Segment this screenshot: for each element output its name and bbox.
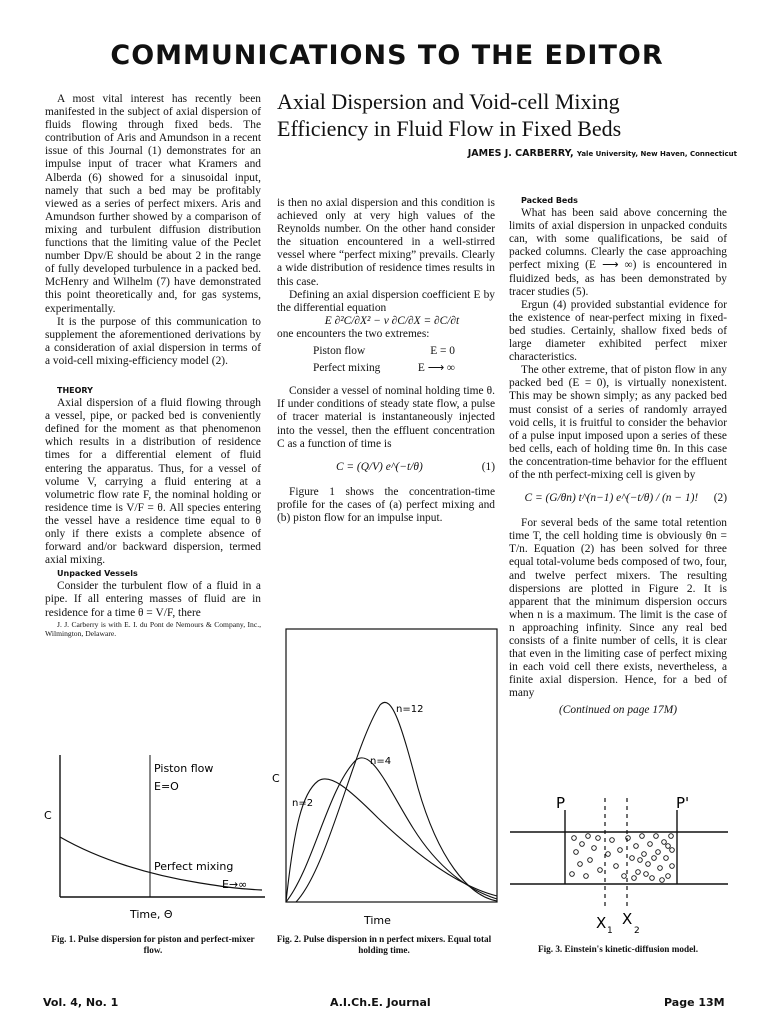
- paragraph-2-5: Figure 1 shows the concentration-time profile for the cases of (a) perfect mixing and (b) piston flow for an impulse input.: [277, 485, 495, 524]
- continued-note: (Continued on page 17M): [559, 704, 677, 717]
- figure-3-einstein-model: [508, 788, 730, 938]
- figure-2-caption: Fig. 2. Pulse dispersion in n perfect mixers. Equal total holding time.: [276, 934, 492, 955]
- fig3-x2-sub: 2: [634, 926, 640, 936]
- paragraph-purpose: It is the purpose of this communication to supplement the aforementioned derivations by a consideration of axial dispersion in terms of a void-cell mixing-efficiency model (2).: [45, 315, 261, 367]
- fig3-x1-sub: 1: [607, 926, 613, 936]
- paragraph-theory: Axial dispersion of a fluid flowing through a vessel, pipe, or packed bed is conveniently defined for the moment as that phenomenon which results in a distribution of residence times for a differential element of fluid entering the apparatus. Thus, for a vessel of volume V, carrying a fluid entering at a volumetric flow rate F, the nominal holding or residence time is V/F = θ. All species entering the vessel have a residence time equal to θ only if there exists a complete absence of forward and/or backward dispersion, termed axial mixing.: [45, 397, 261, 567]
- fig2-label-n12: n=12: [396, 704, 424, 715]
- author-line: [277, 148, 737, 159]
- paragraph-2-4: Consider a vessel of nominal holding time θ. If under conditions of steady state flow, a pulse of tracer material is instantaneously injected into the vessel, then the effluent concentration C as a function of time is: [277, 385, 495, 450]
- figure-2-n-perfect-mixers: [268, 628, 502, 928]
- mixing-label: Perfect mixing: [313, 362, 381, 375]
- paragraph-3-3: The other extreme, that of piston flow in any packed bed (E = 0), is virtually nonexistent. This may be shown simply; as any packed bed must consist of a series of randomly arrayed void cells, it is fruitful to consider the behavior of a pulse input imposed upon a series of these bed cells, each of holding time θn. In this case the concentration-time behavior for the effluent of the nth perfect-mixing cell is given by: [509, 364, 727, 481]
- title-line-1: Axial Dispersion and Void-cell Mixing: [277, 89, 620, 114]
- section-heading-packed: Packed Beds: [521, 196, 578, 205]
- paragraph-2-3: one encounters the two extremes:: [277, 327, 430, 340]
- section-heading-unpacked: Unpacked Vessels: [57, 569, 138, 579]
- column-2: [277, 197, 495, 525]
- column-3: [509, 188, 727, 718]
- column-1: [45, 93, 261, 638]
- mixing-value: E ⟶ ∞: [417, 362, 455, 375]
- footer-volume: Vol. 4, No. 1: [43, 996, 119, 1009]
- figure-1-caption: Fig. 1. Pulse dispersion for piston and perfect-mixer flow.: [51, 934, 255, 955]
- equation-1-row: [277, 461, 495, 474]
- footer-journal: A.I.Ch.E. Journal: [330, 996, 431, 1009]
- author-footnote: J. J. Carberry is with E. I. du Pont de Nemours & Company, Inc., Wilmington, Delaware.: [45, 619, 261, 638]
- fig3-particles: [570, 834, 675, 883]
- figure-3-caption: Fig. 3. Einstein's kinetic-diffusion model.: [537, 944, 699, 954]
- extreme-row-mixing: [277, 362, 495, 381]
- fig3-x2-label: X: [622, 910, 633, 928]
- paragraph-intro: A most vital interest has recently been manifested in the subject of axial dispersion of fluids flowing through fixed beds. The contribution of Aris and Amundson in a recent issue of this Journal (1) demonstrates for an impulse input of tracer what Kramers and Alberda (6) showed for a sinusoidal input, namely that such a bed may be profitably viewed as a series of perfect mixers. Aris and Amundson further showed by a comparison of mixing and turbulent diffusion distribution functions that the limiting value of the Peclet number Dpv/E should be about 2 in the range of fully developed turbulence in a packed bed. McHenry and Wilhelm (7) have demonstrated this point theoretically and, for gas systems, experimentally.: [45, 93, 261, 315]
- equation-2: C = (G/θn) t^(n−1) e^(−t/θ) / (n − 1)!: [524, 492, 699, 505]
- fig1-y-label: C: [44, 809, 52, 822]
- paragraph-unpacked: Consider the turbulent flow of a fluid in a pipe. If all entering masses of fluid are in residence for a time θ = V/F, there: [45, 580, 261, 619]
- fig2-frame: [286, 629, 497, 902]
- fig1-piston-label: Piston flow: [154, 762, 214, 775]
- piston-value: E = 0: [430, 345, 455, 358]
- fig2-label-n4: n=4: [370, 756, 392, 767]
- equation-1-number: (1): [481, 460, 495, 473]
- fig2-x-label: Time: [364, 914, 391, 927]
- equation-2-number: (2): [713, 492, 727, 505]
- fig3-p-left: P: [556, 794, 566, 812]
- paragraph-3-1: What has been said above concerning the limits of axial dispersion in unpacked conduits can, with some qualifications, be said of packed columns. Clearly the case approaching perfect mixing (E ⟶ ∞) is encountered in fluidized beds, as has been demonstrated by tracer studies (5).: [509, 207, 727, 298]
- paragraph-2-1: is then no axial dispersion and this condition is achieved only at very high values of the Reynolds number. On the other hand consider the situation encountered in a well-stirred vessel where “perfect mixing” prevails. Clearly a wide distribution of residence times results in this case.: [277, 197, 495, 288]
- fig2-label-n2: n=2: [292, 798, 314, 809]
- fig2-y-label: C: [272, 772, 280, 785]
- author-affiliation: Yale University, New Haven, Connecticut: [576, 150, 737, 158]
- title-line-2: Efficiency in Fluid Flow in Fixed Beds: [277, 116, 622, 141]
- fig3-x1-label: X: [596, 914, 607, 932]
- footer-page: Page 13M: [664, 996, 725, 1009]
- paragraph-3-4: For several beds of the same total retention time T, the cell holding time is obviously θn = T/n. Equation (2) has been solved for three equal total-volume beds composed of two, four, and twelve perfect mixers. The resulting dispersions are plotted in Figure 2. It is apparent that the minimum dispersion occurs when n is a maximum. The limit is the case of n approaching infinity. Since any real bed consists of a finite number of cells, it is clear that even in the limiting case of perfect mixing in each void cell there exists, nevertheless, a finite axial dispersion. Hence, for a bed of many: [509, 517, 727, 700]
- fig1-mixing-label: Perfect mixing: [154, 860, 234, 873]
- page-banner: COMMUNICATIONS TO THE EDITOR: [110, 40, 664, 71]
- fig1-x-label: Time, Θ: [130, 908, 173, 921]
- piston-label: Piston flow: [313, 345, 366, 358]
- fig2-curve-n12: [296, 702, 497, 902]
- paragraph-2-2: Defining an axial dispersion coefficient E by the differential equation: [277, 288, 495, 314]
- equation-diffusion: E ∂²C/∂X² − v ∂C/∂X = ∂C/∂t: [324, 314, 460, 327]
- figure-1-piston-vs-mixer: [40, 755, 270, 925]
- extreme-row-piston: [277, 345, 495, 358]
- article-title: [277, 88, 737, 142]
- section-heading-theory: THEORY: [57, 385, 93, 395]
- fig1-piston-e: E=O: [154, 780, 179, 793]
- author-name: JAMES J. CARBERRY,: [467, 148, 574, 159]
- equation-2-row: [509, 492, 727, 505]
- equation-1: C = (Q/V) e^(−t/θ): [335, 460, 423, 473]
- fig3-p-right: P': [676, 794, 690, 812]
- fig1-mixing-e: E→∞: [222, 878, 248, 891]
- paragraph-3-2: Ergun (4) provided substantial evidence for the existence of near-perfect mixing in fixed-bed studies. Certainly, shallow fixed beds of large diameter exhibited perfect mixer characteristics.: [509, 298, 727, 364]
